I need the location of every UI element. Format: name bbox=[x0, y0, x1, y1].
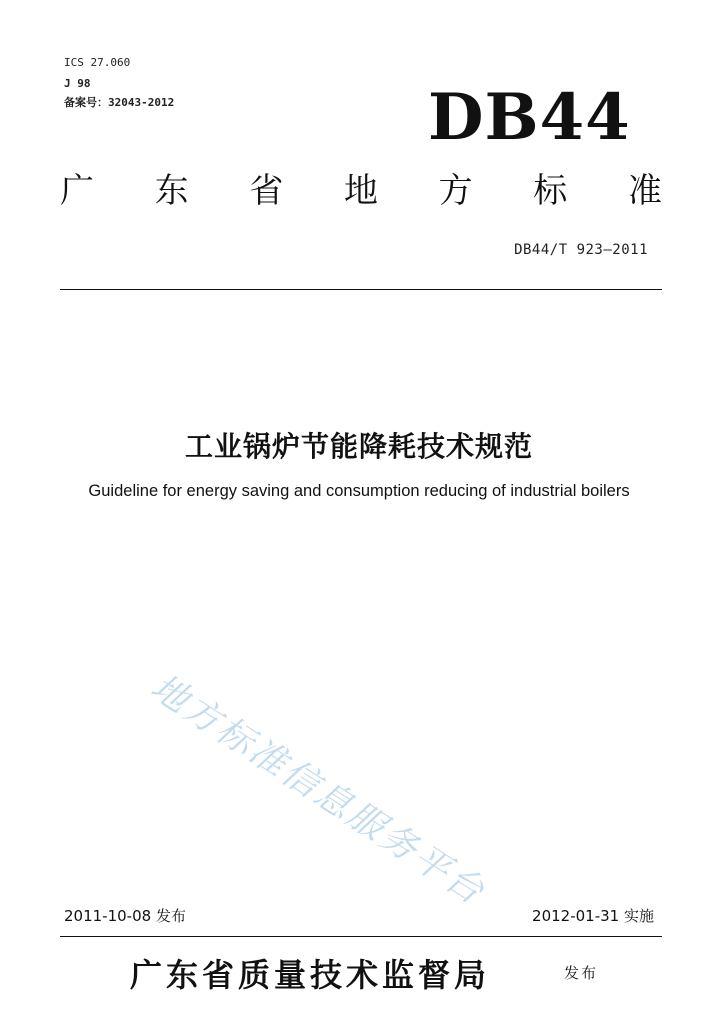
standard-type-char: 准 bbox=[627, 171, 662, 211]
watermark: 地方标准信息服务平台 bbox=[143, 666, 493, 914]
standard-type-char: 省 bbox=[249, 171, 284, 211]
issue-date: 2011-10-08 发布 bbox=[64, 907, 186, 925]
filing-number: 备案号：32043-2012 bbox=[64, 96, 175, 109]
standard-type-char: 广 bbox=[60, 171, 94, 211]
implementation-date: 2012-01-31 实施 bbox=[532, 907, 654, 925]
ics-code: ICS 27.060 bbox=[64, 56, 131, 69]
standard-type-char: 标 bbox=[533, 171, 568, 211]
standard-type-heading bbox=[60, 168, 662, 214]
top-divider bbox=[60, 289, 662, 290]
standard-type-char: 方 bbox=[438, 171, 473, 211]
standard-type-char: 东 bbox=[154, 171, 189, 211]
db44-logo: DB44 bbox=[428, 80, 631, 155]
standard-number: DB44/T 923—2011 bbox=[514, 242, 648, 258]
issuing-authority: 广东省质量技术监督局 bbox=[130, 956, 491, 994]
document-title-english: Guideline for energy saving and consumption reducing of industrial boilers bbox=[88, 482, 630, 500]
document-title-chinese: 工业锅炉节能降耗技术规范 bbox=[184, 430, 533, 463]
j-classification-code: J 98 bbox=[64, 77, 91, 90]
standard-type-char: 地 bbox=[343, 171, 378, 211]
issue-label: 发布 bbox=[564, 964, 599, 982]
bottom-divider bbox=[60, 936, 662, 937]
